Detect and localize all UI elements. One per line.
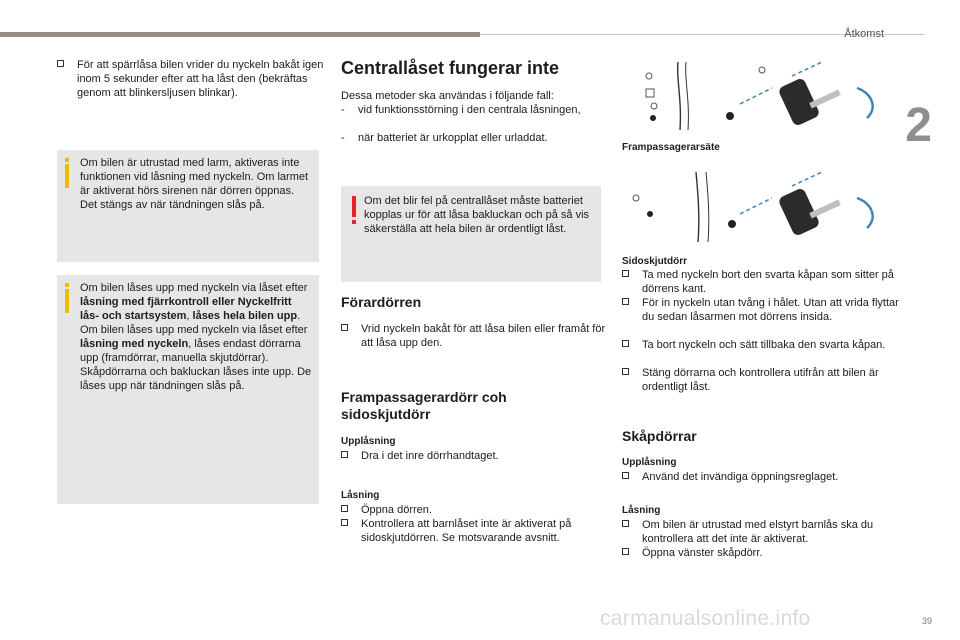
bullet-item <box>341 503 616 517</box>
info-text-part: Om bilen låses upp med nyckeln via låset efter <box>80 282 308 294</box>
watermark: carmanualsonline.info <box>600 607 811 630</box>
info-bold-part: låsning med nyckeln <box>80 338 189 350</box>
door-edge-line <box>686 62 689 130</box>
info-text <box>80 281 312 393</box>
lock-label: Låsning <box>622 505 661 516</box>
dashed-arrow <box>792 62 822 76</box>
heading-driver-door: Förardörren <box>341 294 422 310</box>
checkbox-bullet-icon <box>341 519 348 526</box>
bullet-text: Ta med nyckeln bort den svarta kåpan som sitter på dörrens kant. <box>642 269 894 295</box>
dashed-arrow <box>740 88 772 104</box>
door-edge-line <box>696 172 699 242</box>
checkbox-bullet-icon <box>622 298 629 305</box>
info-text-part: Om bilen låses upp med nyckeln via låset efter <box>80 324 308 336</box>
unlock-label: Upplåsning <box>341 436 396 447</box>
bullet-item <box>341 322 616 350</box>
bullet-item <box>341 517 616 545</box>
bullet-text: Vrid nyckeln bakåt för att låsa bilen eller framåt för att låsa upp den. <box>361 323 606 349</box>
checkbox-bullet-icon <box>57 60 64 67</box>
bullet-item <box>622 268 904 296</box>
rotation-arrow <box>857 198 873 228</box>
hinge-detail <box>759 67 765 73</box>
section-title: Åtkomst <box>844 28 884 40</box>
dash-item <box>341 131 591 145</box>
checkbox-bullet-icon <box>341 324 348 331</box>
info-text-part: , <box>186 310 193 322</box>
unlock-label: Upplåsning <box>622 457 677 468</box>
info-bold-part: låses hela bilen upp <box>192 310 298 322</box>
caption-sliding-door: Sidoskjutdörr <box>622 256 688 267</box>
hinge-detail <box>651 103 657 109</box>
bullet-text: Använd det invändiga öppningsreglaget. <box>642 471 839 483</box>
heading-cargo-doors: Skåpdörrar <box>622 428 697 444</box>
bullet-item <box>622 470 904 484</box>
bullet-item <box>341 449 616 463</box>
header-bar <box>0 32 480 37</box>
info-icon <box>65 164 69 188</box>
bullet-item <box>622 518 904 546</box>
warning-icon <box>352 196 356 217</box>
info-text-part: . <box>297 310 301 322</box>
lock-label: Låsning <box>341 490 380 501</box>
bullet-item <box>622 338 904 352</box>
lock-hole-detail <box>726 112 734 120</box>
bullet-item <box>622 296 904 324</box>
door-edge-line <box>678 62 681 130</box>
bullet-item <box>622 366 904 394</box>
door-edge-line <box>706 172 709 242</box>
hinge-detail <box>646 73 652 79</box>
intro-text: Dessa metoder ska användas i följande fall: <box>341 90 554 102</box>
warning-box <box>341 186 601 282</box>
bullet-text: För in nyckeln utan tvång i hålet. Utan att vrida flyttar du sedan låsarmen mot dörrens insida. <box>642 297 899 323</box>
dash-text: när batteriet är urkopplat eller urladdat. <box>358 132 548 144</box>
checkbox-bullet-icon <box>622 548 629 555</box>
lock-hole-detail <box>728 220 736 228</box>
bullet-item <box>622 546 904 560</box>
chapter-number: 2 <box>905 99 932 152</box>
bullet-text: Öppna dörren. <box>361 504 432 516</box>
checkbox-bullet-icon <box>622 472 629 479</box>
warning-text: Om det blir fel på centrallåset måste batteriet kopplas ur för att låsa bakluckan och på så vis säkerställa att hela bilen är ordentligt låst. <box>364 195 590 235</box>
heading-central-lock: Centrallåset fungerar inte <box>341 58 560 78</box>
key-blade <box>809 90 841 109</box>
page-number: 39 <box>921 616 932 626</box>
checkbox-bullet-icon <box>622 520 629 527</box>
info-text-part: , låses endast dörrarna upp (framdörrar, manuella skjutdörrar). Skåpdörrarna och bakluckan låses inte upp. De låses upp när tändningen slås på. <box>80 338 312 392</box>
dash-marker: - <box>341 132 345 144</box>
bullet-text: För att spärrlåsa bilen vrider du nyckeln bakåt igen inom 5 sekunder efter att ha låst den (bekräftas genom att blinkersljusen blinkar). <box>77 59 324 99</box>
lock-hole-detail <box>647 211 653 217</box>
dashed-arrow <box>740 198 772 214</box>
info-icon <box>65 289 69 313</box>
rotation-arrow <box>857 88 873 118</box>
checkbox-bullet-icon <box>622 270 629 277</box>
info-text: Om bilen är utrustad med larm, aktiveras inte funktionen vid låsning med nyckeln. Om larmet är aktiverat hörs sirenen när dörren öppnas. Det stängs av när tändningen slås på. <box>80 157 309 211</box>
bullet-text: Kontrollera att barnlåset inte är aktiverat på sidoskjutdörren. Se motsvarande avsnitt. <box>361 518 572 544</box>
bullet-text: Dra i det inre dörrhandtaget. <box>361 450 499 462</box>
hinge-detail <box>633 195 639 201</box>
bullet-text: Om bilen är utrustad med elstyrt barnlås ska du kontrollera att det inte är aktiverat. <box>642 519 874 545</box>
lock-hole-detail <box>650 115 656 121</box>
checkbox-bullet-icon <box>341 451 348 458</box>
bullet-text: Öppna vänster skåpdörr. <box>642 547 763 559</box>
door-lock-illustration <box>622 58 882 134</box>
info-box <box>57 150 319 262</box>
dashed-arrow <box>792 172 822 186</box>
hinge-detail <box>646 89 654 97</box>
bullet-item <box>57 58 339 100</box>
heading-passenger-door: Frampassagerardörr coh sidoskjutdörr <box>341 389 507 422</box>
checkbox-bullet-icon <box>622 340 629 347</box>
caption-front-passenger: Frampassagerarsäte <box>622 142 720 153</box>
key-blade <box>809 200 841 219</box>
info-bold-part: låsning med fjärrkontroll eller Nyckelfritt lås- och startsystem <box>80 296 292 322</box>
dash-marker: - <box>341 104 345 116</box>
bullet-text: Stäng dörrarna och kontrollera utifrån att bilen är ordentligt låst. <box>642 367 879 393</box>
info-box <box>57 275 319 504</box>
dash-text: vid funktionsstörning i den centrala låsningen, <box>358 104 581 116</box>
sliding-door-illustration <box>622 168 882 244</box>
checkbox-bullet-icon <box>622 368 629 375</box>
checkbox-bullet-icon <box>341 505 348 512</box>
dash-item <box>341 103 591 117</box>
bullet-text: Ta bort nyckeln och sätt tillbaka den svarta kåpan. <box>642 339 886 351</box>
